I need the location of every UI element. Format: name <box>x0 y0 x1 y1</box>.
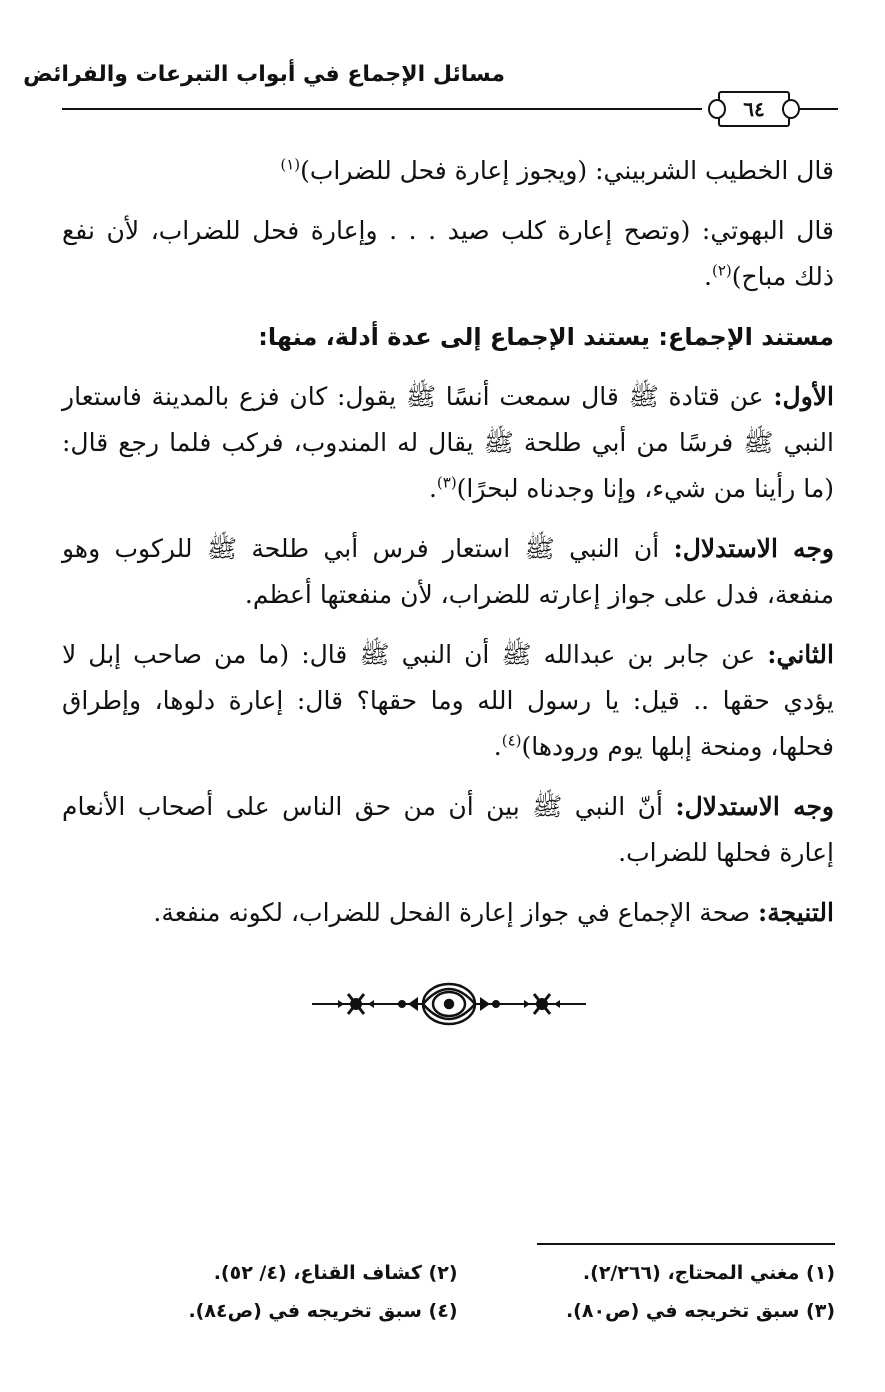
footnote-3: (٣) سبق تخريجه في (ص٨٠). <box>565 1300 835 1322</box>
paragraph-text: عن قتادة ﷺ قال سمعت أنسًا ﷺ يقول: كان فزع بالمدينة فاستعار النبي ﷺ فرسًا من أبي طلحة ﷺ يقال له المندوب، فركب فلما رجع قال: (ما رأينا من شيء، وإنا وجدناه لبحرًا) <box>62 382 834 503</box>
main-text <box>62 148 834 950</box>
paragraph-text: عن جابر بن عبدالله ﷺ أن النبي ﷺ قال: (ما من صاحب إبل لا يؤدي حقها .. قيل: يا رسول الله وما حقها؟ قال: إعارة دلوها، وإطراق فحلها، ومنحة إبلها يوم ورودها) <box>62 640 834 761</box>
footnote-ref: (١) <box>280 155 301 174</box>
footnote-ref: (٣) <box>436 473 457 492</box>
footnote-separator <box>537 1243 835 1245</box>
paragraph-lead: وجه الاستدلال: <box>675 792 834 821</box>
paragraph-end: . <box>493 732 502 761</box>
paragraph-sharbini-quote <box>62 148 834 194</box>
paragraph-text: أنّ النبي ﷺ بين أن من حق الناس على أصحاب الأنعام إعارة فحلها للضراب. <box>62 792 834 867</box>
footnote-4: (٤) سبق تخريجه في (ص٨٤). <box>188 1300 458 1322</box>
paragraph-second-inference <box>62 784 834 876</box>
paragraph-buhuti-quote <box>62 208 834 300</box>
paragraph-text: صحة الإجماع في جواز إعارة الفحل للضراب، لكونه منفعة. <box>153 898 759 927</box>
paragraph-end: . <box>704 262 712 291</box>
footnote-ref: (٤) <box>501 731 522 750</box>
paragraph-end: . <box>428 474 437 503</box>
footnote-ref: (٢) <box>712 261 732 280</box>
paragraph-text: أن النبي ﷺ استعار فرس أبي طلحة ﷺ للركوب وهو منفعة، فدل على جواز إعارته للضراب، لأن منفعتها أعظم. <box>62 534 834 609</box>
paragraph-evidence-heading <box>62 314 834 360</box>
paragraph-text: قال البهوتي: (وتصح إعارة كلب صيد . . . وإعارة فحل للضراب، لأن نفع ذلك مباح) <box>62 216 834 291</box>
paragraph-text: قال الخطيب الشربيني: (ويجوز إعارة فحل للضراب) <box>300 156 834 185</box>
paragraph-first-inference <box>62 526 834 618</box>
header-rule <box>62 108 702 110</box>
page-number: ٦٤ <box>718 91 790 127</box>
header-rule-end <box>800 108 838 110</box>
footnote-1: (١) مغني المحتاج، (٢/٢٦٦). <box>582 1262 835 1284</box>
paragraph-lead: وجه الاستدلال: <box>673 534 834 563</box>
paragraph-result <box>62 890 834 936</box>
paragraph-first-evidence <box>62 374 834 512</box>
running-header-title: مسائل الإجماع في أبواب التبرعات والفرائض <box>23 62 505 87</box>
paragraph-lead: الثاني: <box>767 640 834 669</box>
footnotes <box>120 1258 835 1326</box>
ornament-divider-icon <box>308 978 590 1030</box>
paragraph-lead: التنيجة: <box>758 898 834 927</box>
paragraph-second-evidence <box>62 632 834 770</box>
footnote-2: (٢) كشاف القناع، (٤/ ٥٢). <box>213 1262 458 1284</box>
paragraph-lead: الأول: <box>773 382 834 411</box>
section-heading: مستند الإجماع: يستند الإجماع إلى عدة أدلة، منها: <box>258 323 834 351</box>
